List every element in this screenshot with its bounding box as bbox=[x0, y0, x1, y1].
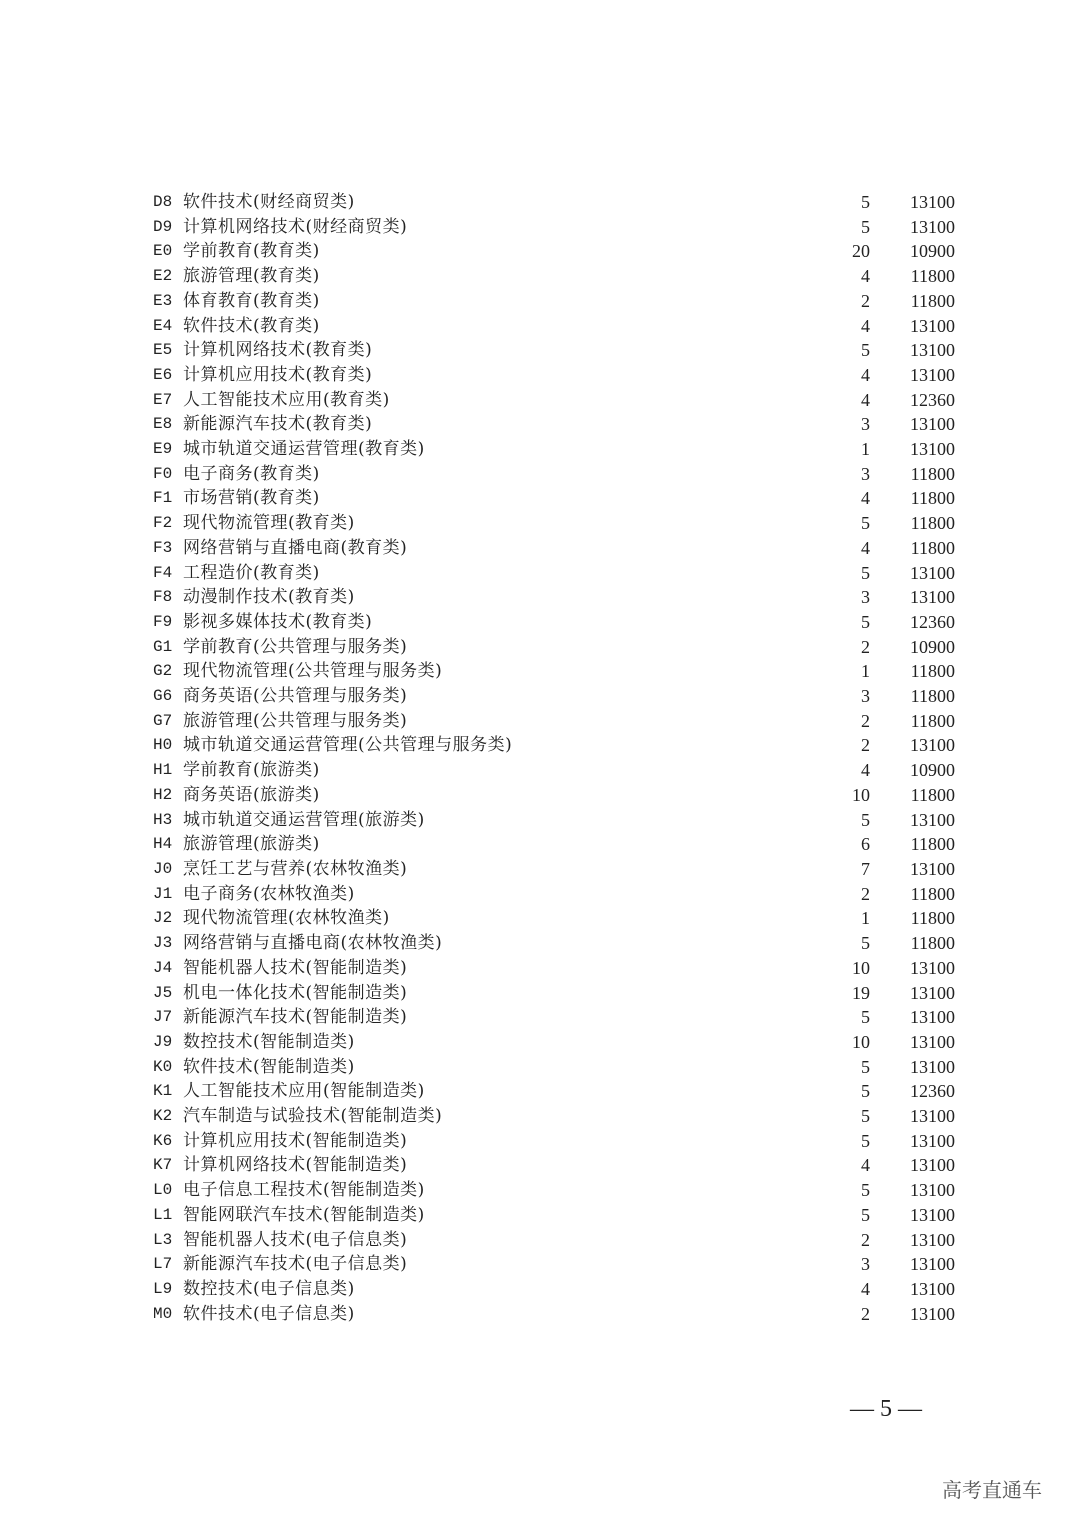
enrollment-count: 3 bbox=[861, 414, 870, 435]
table-row bbox=[0, 412, 1080, 437]
program-name: 人工智能技术应用(智能制造类) bbox=[183, 1081, 425, 1102]
program-name: 计算机应用技术(智能制造类) bbox=[183, 1130, 408, 1151]
enrollment-count: 2 bbox=[861, 1229, 870, 1250]
table-row bbox=[0, 314, 1080, 339]
tuition-fee: 10900 bbox=[910, 241, 955, 262]
table-row bbox=[0, 1302, 1080, 1327]
table-row bbox=[0, 585, 1080, 610]
enrollment-count: 5 bbox=[861, 1081, 870, 1102]
enrollment-count: 4 bbox=[861, 537, 870, 558]
program-name: 数控技术(电子信息类) bbox=[183, 1278, 355, 1299]
program-code: K1 bbox=[153, 1082, 173, 1101]
program-code: F8 bbox=[153, 588, 173, 607]
program-name: 商务英语(旅游类) bbox=[183, 784, 320, 805]
tuition-fee: 13100 bbox=[910, 414, 955, 435]
program-code: M0 bbox=[153, 1304, 173, 1323]
enrollment-count: 7 bbox=[861, 858, 870, 879]
table-row bbox=[0, 684, 1080, 709]
tuition-fee: 11800 bbox=[910, 933, 955, 954]
program-code: E3 bbox=[153, 291, 173, 310]
enrollment-count: 19 bbox=[852, 982, 870, 1003]
tuition-fee: 12360 bbox=[910, 389, 955, 410]
program-code: H0 bbox=[153, 736, 173, 755]
table-row bbox=[0, 1055, 1080, 1080]
table-row bbox=[0, 190, 1080, 215]
enrollment-count: 5 bbox=[861, 513, 870, 534]
program-code: G1 bbox=[153, 637, 173, 656]
program-code: F3 bbox=[153, 538, 173, 557]
enrollment-count: 2 bbox=[861, 1303, 870, 1324]
table-row bbox=[0, 1203, 1080, 1228]
program-name: 新能源汽车技术(智能制造类) bbox=[183, 1007, 408, 1028]
table-row bbox=[0, 1079, 1080, 1104]
enrollment-count: 2 bbox=[861, 710, 870, 731]
tuition-fee: 11800 bbox=[910, 710, 955, 731]
enrollment-count: 10 bbox=[852, 784, 870, 805]
program-code: L3 bbox=[153, 1230, 173, 1249]
enrollment-count: 5 bbox=[861, 216, 870, 237]
program-code: K6 bbox=[153, 1131, 173, 1150]
program-code: E4 bbox=[153, 316, 173, 335]
program-name: 计算机网络技术(教育类) bbox=[183, 340, 373, 361]
enrollment-count: 2 bbox=[861, 636, 870, 657]
program-name: 软件技术(智能制造类) bbox=[183, 1056, 355, 1077]
enrollment-count: 2 bbox=[861, 290, 870, 311]
program-code: H3 bbox=[153, 810, 173, 829]
program-code: F2 bbox=[153, 514, 173, 533]
program-code: J5 bbox=[153, 983, 173, 1002]
enrollment-count: 5 bbox=[861, 1130, 870, 1151]
tuition-fee: 13100 bbox=[910, 1056, 955, 1077]
tuition-fee: 11800 bbox=[910, 266, 955, 287]
program-code: J1 bbox=[153, 884, 173, 903]
program-name: 新能源汽车技术(电子信息类) bbox=[183, 1254, 408, 1275]
program-code: H2 bbox=[153, 785, 173, 804]
table-row bbox=[0, 462, 1080, 487]
tuition-fee: 13100 bbox=[910, 982, 955, 1003]
enrollment-count: 4 bbox=[861, 266, 870, 287]
program-name: 城市轨道交通运营管理(教育类) bbox=[183, 439, 425, 460]
table-row bbox=[0, 610, 1080, 635]
enrollment-count: 1 bbox=[861, 661, 870, 682]
program-name: 网络营销与直播电商(教育类) bbox=[183, 537, 408, 558]
program-code: J0 bbox=[153, 859, 173, 878]
program-name: 智能机器人技术(智能制造类) bbox=[183, 957, 408, 978]
enrollment-count: 5 bbox=[861, 340, 870, 361]
tuition-fee: 13100 bbox=[910, 1155, 955, 1176]
program-code: L7 bbox=[153, 1255, 173, 1274]
table-row bbox=[0, 536, 1080, 561]
table-row bbox=[0, 956, 1080, 981]
program-code: G7 bbox=[153, 711, 173, 730]
enrollment-count: 1 bbox=[861, 439, 870, 460]
tuition-fee: 13100 bbox=[910, 1180, 955, 1201]
enrollment-count: 5 bbox=[861, 611, 870, 632]
tuition-fee: 13100 bbox=[910, 809, 955, 830]
enrollment-count: 5 bbox=[861, 1056, 870, 1077]
program-name: 城市轨道交通运营管理(旅游类) bbox=[183, 809, 425, 830]
table-row bbox=[0, 758, 1080, 783]
watermark: 高考直通车 bbox=[942, 1478, 1042, 1502]
table-row bbox=[0, 1129, 1080, 1154]
table-row bbox=[0, 338, 1080, 363]
program-name: 旅游管理(旅游类) bbox=[183, 834, 320, 855]
enrollment-count: 5 bbox=[861, 1204, 870, 1225]
program-name: 学前教育(旅游类) bbox=[183, 760, 320, 781]
program-code: E5 bbox=[153, 341, 173, 360]
tuition-fee: 11800 bbox=[910, 834, 955, 855]
enrollment-count: 4 bbox=[861, 1155, 870, 1176]
program-code: L1 bbox=[153, 1205, 173, 1224]
enrollment-count: 20 bbox=[852, 241, 870, 262]
tuition-fee: 13100 bbox=[910, 216, 955, 237]
program-name: 现代物流管理(教育类) bbox=[183, 513, 355, 534]
enrollment-count: 5 bbox=[861, 192, 870, 212]
enrollment-count: 4 bbox=[861, 1278, 870, 1299]
tuition-fee: 13100 bbox=[910, 364, 955, 385]
tuition-fee: 12360 bbox=[910, 1081, 955, 1102]
program-code: E2 bbox=[153, 267, 173, 286]
enrollment-count: 4 bbox=[861, 315, 870, 336]
enrollment-count: 2 bbox=[861, 735, 870, 756]
enrollment-count: 3 bbox=[861, 1254, 870, 1275]
program-code: J3 bbox=[153, 934, 173, 953]
enrollment-count: 10 bbox=[852, 957, 870, 978]
table-row bbox=[0, 511, 1080, 536]
program-code: G2 bbox=[153, 662, 173, 681]
tuition-fee: 11800 bbox=[910, 686, 955, 707]
program-name: 新能源汽车技术(教育类) bbox=[183, 414, 373, 435]
enrollment-count: 1 bbox=[861, 908, 870, 929]
table-row bbox=[0, 981, 1080, 1006]
program-name: 计算机应用技术(教育类) bbox=[183, 364, 373, 385]
program-name: 工程造价(教育类) bbox=[183, 562, 320, 583]
program-code: G6 bbox=[153, 687, 173, 706]
program-code: E6 bbox=[153, 365, 173, 384]
tuition-fee: 13100 bbox=[910, 1303, 955, 1324]
tuition-fee: 11800 bbox=[910, 290, 955, 311]
program-code: J7 bbox=[153, 1008, 173, 1027]
program-name: 机电一体化技术(智能制造类) bbox=[183, 982, 408, 1003]
program-name: 电子商务(农林牧渔类) bbox=[183, 883, 355, 904]
program-name: 计算机网络技术(智能制造类) bbox=[183, 1155, 408, 1176]
table-row bbox=[0, 1030, 1080, 1055]
program-code: J2 bbox=[153, 909, 173, 928]
program-code: D8 bbox=[153, 193, 173, 211]
tuition-fee: 13100 bbox=[910, 1007, 955, 1028]
table-row bbox=[0, 906, 1080, 931]
enrollment-count: 4 bbox=[861, 389, 870, 410]
program-name: 旅游管理(教育类) bbox=[183, 266, 320, 287]
program-name: 体育教育(教育类) bbox=[183, 290, 320, 311]
tuition-fee: 13100 bbox=[910, 957, 955, 978]
table-row bbox=[0, 659, 1080, 684]
program-name: 智能网联汽车技术(智能制造类) bbox=[183, 1204, 425, 1225]
tuition-fee: 11800 bbox=[910, 513, 955, 534]
enrollment-count: 10 bbox=[852, 1031, 870, 1052]
tuition-fee: 11800 bbox=[910, 908, 955, 929]
tuition-fee: 13100 bbox=[910, 587, 955, 608]
tuition-fee: 13100 bbox=[910, 1278, 955, 1299]
tuition-fee: 11800 bbox=[910, 488, 955, 509]
table-row bbox=[0, 264, 1080, 289]
program-name: 学前教育(公共管理与服务类) bbox=[183, 636, 408, 657]
program-code: J4 bbox=[153, 958, 173, 977]
program-code: E0 bbox=[153, 242, 173, 261]
program-name: 城市轨道交通运营管理(公共管理与服务类) bbox=[183, 735, 513, 756]
tuition-fee: 13100 bbox=[910, 315, 955, 336]
table-row bbox=[0, 239, 1080, 264]
program-name: 汽车制造与试验技术(智能制造类) bbox=[183, 1106, 443, 1127]
program-code: E8 bbox=[153, 415, 173, 434]
program-name: 软件技术(财经商贸类) bbox=[183, 192, 355, 212]
tuition-fee: 13100 bbox=[910, 1106, 955, 1127]
enrollment-count: 2 bbox=[861, 883, 870, 904]
program-code: H4 bbox=[153, 835, 173, 854]
program-name: 动漫制作技术(教育类) bbox=[183, 587, 355, 608]
program-name: 网络营销与直播电商(农林牧渔类) bbox=[183, 933, 443, 954]
tuition-fee: 13100 bbox=[910, 735, 955, 756]
program-name: 电子信息工程技术(智能制造类) bbox=[183, 1180, 425, 1201]
tuition-fee: 13100 bbox=[910, 858, 955, 879]
enrollment-count: 5 bbox=[861, 809, 870, 830]
table-row bbox=[0, 882, 1080, 907]
program-name: 学前教育(教育类) bbox=[183, 241, 320, 262]
enrollment-count: 3 bbox=[861, 463, 870, 484]
table-row bbox=[0, 1104, 1080, 1129]
table-row bbox=[0, 635, 1080, 660]
program-code: K7 bbox=[153, 1156, 173, 1175]
program-code: E7 bbox=[153, 390, 173, 409]
table-row bbox=[0, 437, 1080, 462]
table-row bbox=[0, 1277, 1080, 1302]
enrollment-count: 4 bbox=[861, 488, 870, 509]
program-code: F1 bbox=[153, 489, 173, 508]
table-row bbox=[0, 363, 1080, 388]
tuition-fee: 13100 bbox=[910, 1031, 955, 1052]
page-number: — 5 — bbox=[850, 1396, 922, 1422]
table-row bbox=[0, 486, 1080, 511]
enrollment-count: 5 bbox=[861, 933, 870, 954]
tuition-fee: 10900 bbox=[910, 636, 955, 657]
program-code: E9 bbox=[153, 440, 173, 459]
enrollment-count: 4 bbox=[861, 364, 870, 385]
program-code: J9 bbox=[153, 1032, 173, 1051]
table-row bbox=[0, 1005, 1080, 1030]
table-row bbox=[0, 857, 1080, 882]
program-name: 现代物流管理(公共管理与服务类) bbox=[183, 661, 443, 682]
program-code: H1 bbox=[153, 761, 173, 780]
table-row bbox=[0, 1178, 1080, 1203]
table-row bbox=[0, 832, 1080, 857]
table-row bbox=[0, 215, 1080, 240]
program-name: 智能机器人技术(电子信息类) bbox=[183, 1229, 408, 1250]
program-code: K2 bbox=[153, 1107, 173, 1126]
table-row bbox=[0, 783, 1080, 808]
program-name: 软件技术(教育类) bbox=[183, 315, 320, 336]
table-row bbox=[0, 1228, 1080, 1253]
program-code: F4 bbox=[153, 563, 173, 582]
table-row bbox=[0, 388, 1080, 413]
enrollment-count: 4 bbox=[861, 760, 870, 781]
program-code: L0 bbox=[153, 1181, 173, 1200]
program-code: D9 bbox=[153, 217, 173, 236]
table-row bbox=[0, 1252, 1080, 1277]
enrollment-count: 5 bbox=[861, 562, 870, 583]
table-row bbox=[0, 931, 1080, 956]
tuition-fee: 12360 bbox=[910, 611, 955, 632]
tuition-fee: 13100 bbox=[910, 1130, 955, 1151]
table-row bbox=[0, 1153, 1080, 1178]
program-code: F9 bbox=[153, 612, 173, 631]
tuition-fee: 11800 bbox=[910, 883, 955, 904]
enrollment-count: 5 bbox=[861, 1106, 870, 1127]
program-code: L9 bbox=[153, 1279, 173, 1298]
tuition-fee: 11800 bbox=[910, 784, 955, 805]
tuition-fee: 11800 bbox=[910, 463, 955, 484]
tuition-fee: 11800 bbox=[910, 661, 955, 682]
table-row bbox=[0, 289, 1080, 314]
tuition-fee: 13100 bbox=[910, 1204, 955, 1225]
table-row bbox=[0, 808, 1080, 833]
program-code: K0 bbox=[153, 1057, 173, 1076]
tuition-fee: 13100 bbox=[910, 439, 955, 460]
program-name: 人工智能技术应用(教育类) bbox=[183, 389, 390, 410]
program-name: 商务英语(公共管理与服务类) bbox=[183, 686, 408, 707]
enrollment-count: 3 bbox=[861, 686, 870, 707]
tuition-fee: 13100 bbox=[910, 562, 955, 583]
program-name: 旅游管理(公共管理与服务类) bbox=[183, 710, 408, 731]
program-list bbox=[0, 190, 1080, 1326]
program-name: 现代物流管理(农林牧渔类) bbox=[183, 908, 390, 929]
program-name: 计算机网络技术(财经商贸类) bbox=[183, 216, 408, 237]
program-name: 影视多媒体技术(教育类) bbox=[183, 611, 373, 632]
program-name: 软件技术(电子信息类) bbox=[183, 1303, 355, 1324]
program-name: 数控技术(智能制造类) bbox=[183, 1031, 355, 1052]
program-name: 市场营销(教育类) bbox=[183, 488, 320, 509]
program-name: 电子商务(教育类) bbox=[183, 463, 320, 484]
enrollment-count: 3 bbox=[861, 587, 870, 608]
table-row bbox=[0, 709, 1080, 734]
table-row bbox=[0, 733, 1080, 758]
enrollment-count: 6 bbox=[861, 834, 870, 855]
program-code: F0 bbox=[153, 464, 173, 483]
enrollment-count: 5 bbox=[861, 1007, 870, 1028]
tuition-fee: 13100 bbox=[910, 1254, 955, 1275]
tuition-fee: 13100 bbox=[910, 1229, 955, 1250]
table-row bbox=[0, 561, 1080, 586]
enrollment-count: 5 bbox=[861, 1180, 870, 1201]
tuition-fee: 10900 bbox=[910, 760, 955, 781]
tuition-fee: 13100 bbox=[910, 192, 955, 212]
program-name: 烹饪工艺与营养(农林牧渔类) bbox=[183, 858, 408, 879]
tuition-fee: 11800 bbox=[910, 537, 955, 558]
tuition-fee: 13100 bbox=[910, 340, 955, 361]
